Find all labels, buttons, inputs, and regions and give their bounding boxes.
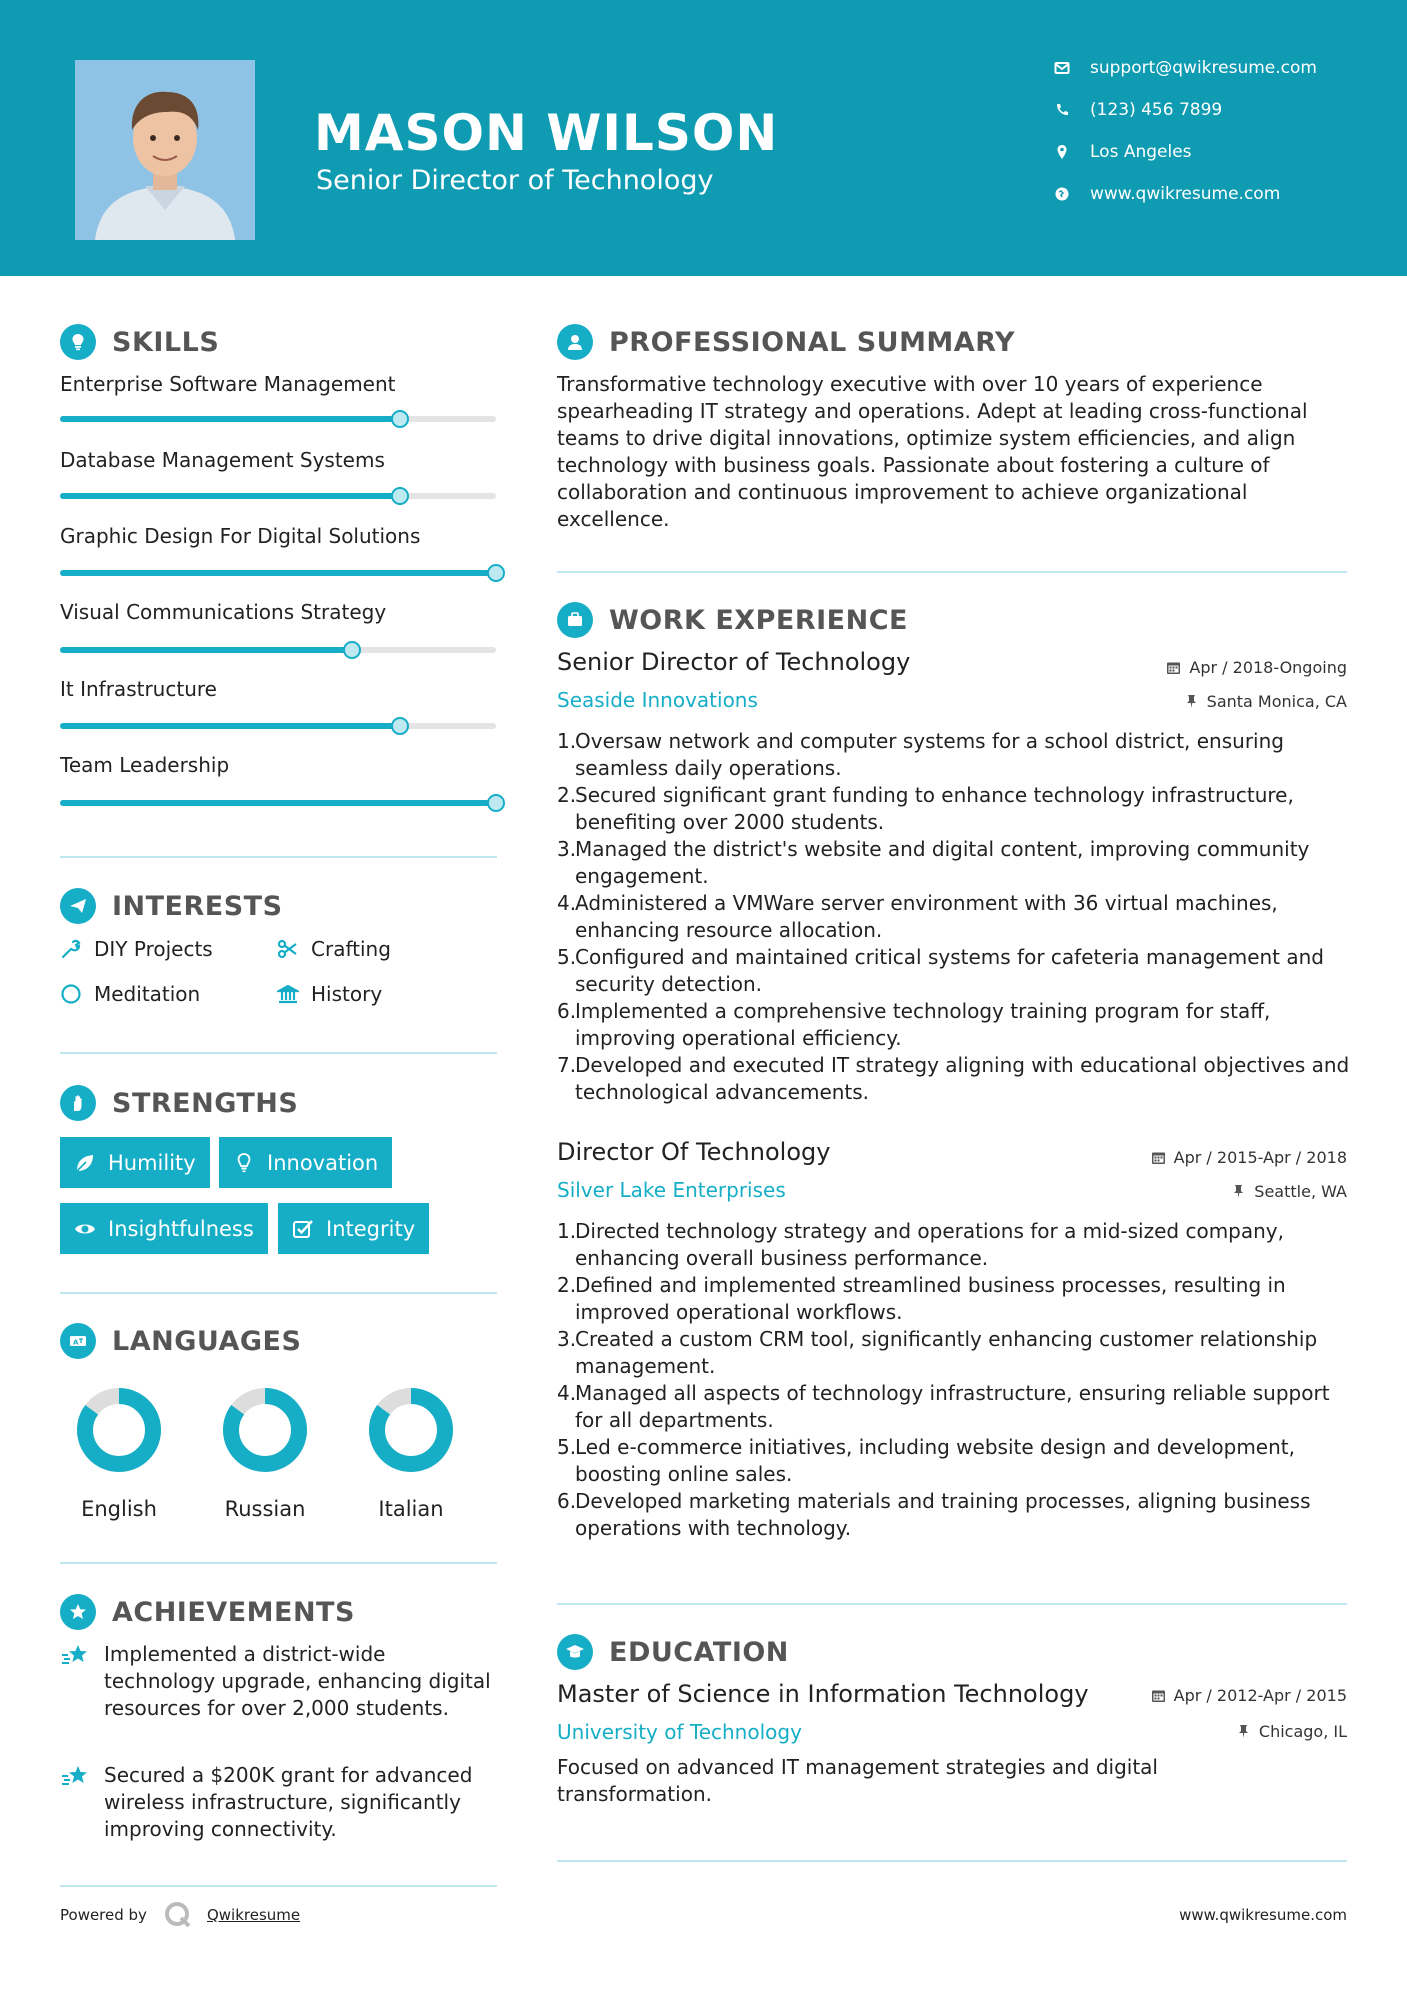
education-section-heading (557, 1634, 789, 1670)
interest-item (277, 937, 391, 961)
job-dates-text: Apr / 2018-Ongoing (1189, 658, 1347, 677)
section-divider (60, 1292, 497, 1294)
job-duties-list (557, 728, 1357, 1106)
skill-bar-knob (391, 410, 409, 428)
skill-label: Enterprise Software Management (60, 372, 396, 396)
skill-bar-knob (343, 641, 361, 659)
experience-heading: WORK EXPERIENCE (609, 604, 908, 636)
job-dates (1151, 1148, 1347, 1167)
language-item (210, 1385, 320, 1521)
school-name: University of Technology (557, 1720, 802, 1744)
job-duty: Administered a VMWare server environment with 36 virtual machines, enhancing resource allocation. (575, 891, 1278, 942)
skill-label: Database Management Systems (60, 448, 385, 472)
job-title: Director Of Technology (557, 1138, 831, 1166)
hand-icon (60, 1085, 96, 1121)
interest-label: History (311, 982, 383, 1006)
skill-bar-fill (60, 493, 400, 499)
profile-photo (75, 60, 255, 240)
skills-section-heading (60, 324, 219, 360)
briefcase-icon (557, 602, 593, 638)
qwikresume-logo-icon (163, 1900, 193, 1930)
language-donut (74, 1385, 164, 1475)
circle-icon (60, 983, 82, 1005)
contact-email[interactable] (1054, 58, 1317, 78)
skill-bar-fill (60, 570, 496, 576)
phone-icon (1054, 102, 1070, 118)
qwikresume-link[interactable]: Qwikresume (206, 1906, 301, 1924)
strengths-heading: STRENGTHS (112, 1087, 299, 1119)
language-label: Russian (224, 1497, 306, 1521)
svg-text:A: A (73, 1338, 79, 1347)
company-name: Silver Lake Enterprises (557, 1178, 786, 1202)
job-duty: Managed all aspects of technology infrastructure, ensuring reliable support for all departments. (575, 1381, 1330, 1432)
language-label: Italian (378, 1497, 444, 1521)
contact-email-text: support@qwikresume.com (1090, 58, 1317, 78)
user-icon (557, 324, 593, 360)
section-divider (557, 1860, 1347, 1862)
job-location (1184, 692, 1347, 711)
experience-section-heading (557, 602, 908, 638)
skill-bar-knob (391, 717, 409, 735)
section-divider (60, 1562, 497, 1564)
job-title: Senior Director of Technology (557, 648, 911, 676)
job-dates-text: Apr / 2015-Apr / 2018 (1173, 1148, 1347, 1167)
languages-section-heading (60, 1323, 301, 1359)
shooting-star-icon (60, 1764, 90, 1790)
section-divider (557, 1603, 1347, 1605)
strength-label: Insightfulness (108, 1216, 254, 1241)
language-donut (366, 1385, 456, 1475)
skills-heading: SKILLS (112, 326, 220, 358)
skill-bar (60, 800, 496, 806)
job-duty: Directed technology strategy and operations for a mid-sized company, enhancing overall business performance. (575, 1219, 1285, 1270)
job-location-text: Seattle, WA (1254, 1182, 1347, 1201)
strengths-section-heading (60, 1085, 298, 1121)
degree-title: Master of Science in Information Technology (557, 1680, 1089, 1708)
interest-item (60, 937, 213, 961)
globe-icon (1054, 186, 1070, 202)
shooting-star-icon (60, 1643, 90, 1669)
section-divider (60, 856, 497, 858)
job-duty: Led e-commerce initiatives, including website design and development, boosting online sales. (575, 1435, 1295, 1486)
achievement-text: Implemented a district-wide technology upgrade, enhancing digital resources for over 2,000 students. (104, 1642, 491, 1720)
job-duty: Managed the district's website and digital content, improving community engagement. (575, 837, 1310, 888)
interest-label: Crafting (311, 937, 391, 961)
achievement-item (60, 1641, 500, 1722)
envelope-icon (1054, 60, 1070, 76)
resume-header (0, 0, 1407, 276)
contact-phone[interactable] (1054, 100, 1222, 120)
leaf-icon (74, 1152, 96, 1174)
language-item (356, 1385, 466, 1521)
paper-plane-icon (60, 888, 96, 924)
scissors-icon (277, 938, 299, 960)
language-icon (60, 1323, 96, 1359)
strength-tag (219, 1137, 392, 1188)
education-location-text: Chicago, IL (1258, 1722, 1347, 1741)
job-duty: Created a custom CRM tool, significantly enhancing customer relationship management. (575, 1327, 1318, 1378)
languages-heading: LANGUAGES (112, 1325, 302, 1357)
job-duty: Developed and executed IT strategy aligning with educational objectives and technological advancements. (575, 1053, 1350, 1104)
skill-bar (60, 723, 496, 729)
pushpin-icon (1236, 1724, 1251, 1739)
skill-bar-fill (60, 647, 352, 653)
eye-icon (74, 1218, 96, 1240)
job-duty: Developed marketing materials and training processes, aligning business operations with technology. (575, 1489, 1311, 1540)
job-duty: Implemented a comprehensive technology training program for staff, improving operational efficiency. (575, 999, 1271, 1050)
interest-label: DIY Projects (94, 937, 213, 961)
achievements-section-heading (60, 1594, 355, 1630)
section-divider (60, 1052, 497, 1054)
skill-bar (60, 416, 496, 422)
interest-item (277, 982, 382, 1006)
education-description: Focused on advanced IT management strategies and digital transformation. (557, 1755, 1158, 1806)
skill-bar-knob (391, 487, 409, 505)
skill-bar-fill (60, 416, 400, 422)
strength-tag (278, 1203, 429, 1254)
job-duties-list (557, 1218, 1357, 1542)
education-dates (1151, 1686, 1347, 1705)
section-divider (557, 571, 1347, 573)
company-name: Seaside Innovations (557, 688, 758, 712)
job-location (1231, 1182, 1347, 1201)
skill-label: Visual Communications Strategy (60, 600, 387, 624)
contact-location-text: Los Angeles (1090, 142, 1192, 162)
strength-label: Innovation (267, 1150, 379, 1175)
skill-bar-fill (60, 723, 400, 729)
footer-url[interactable]: www.qwikresume.com (1179, 1906, 1347, 1924)
summary-heading: PROFESSIONAL SUMMARY (609, 326, 1016, 358)
contact-website-text: www.qwikresume.com (1090, 184, 1281, 204)
skill-label: Graphic Design For Digital Solutions (60, 524, 421, 548)
interests-section-heading (60, 888, 283, 924)
job-duty: Secured significant grant funding to enhance technology infrastructure, benefiting over 2000 students. (575, 783, 1294, 834)
strength-label: Integrity (326, 1216, 416, 1241)
skill-label: It Infrastructure (60, 677, 217, 701)
education-heading: EDUCATION (609, 1636, 789, 1668)
summary-section-heading (557, 324, 1015, 360)
job-duty: Oversaw network and computer systems for a school district, ensuring seamless daily operations. (575, 729, 1284, 780)
skill-label: Team Leadership (60, 753, 230, 777)
language-item (64, 1385, 174, 1521)
skill-bar (60, 493, 496, 499)
language-label: English (81, 1497, 157, 1521)
candidate-title: Senior Director of Technology (316, 165, 714, 196)
achievements-heading: ACHIEVEMENTS (112, 1596, 355, 1628)
job-duty: Configured and maintained critical systems for cafeteria management and security detection. (575, 945, 1325, 996)
contact-website[interactable] (1054, 184, 1280, 204)
interest-item (60, 982, 200, 1006)
pushpin-icon (1184, 694, 1199, 709)
strength-label: Humility (108, 1150, 196, 1175)
skill-bar (60, 570, 496, 576)
lightbulb-icon (60, 324, 96, 360)
star-badge-icon (60, 1594, 96, 1630)
footer-powered-by (60, 1900, 300, 1930)
calendar-icon (1166, 660, 1181, 675)
skill-bar-knob (487, 564, 505, 582)
lightbulb-icon (233, 1152, 255, 1174)
summary-text: Transformative technology executive with over 10 years of experience spearheading IT strategy and operations. Adept at leading cross-functional teams to drive digital innovations, optimize system efficiencies, and align technology with business goals. Passionate about fostering a culture of collaboration and continuous improvement to achieve organizational excellence. (557, 372, 1308, 531)
contact-phone-text: (123) 456 7899 (1090, 100, 1223, 120)
interest-label: Meditation (94, 982, 201, 1006)
strength-tag (60, 1137, 210, 1188)
education-dates-text: Apr / 2012-Apr / 2015 (1173, 1686, 1347, 1705)
candidate-name: MASON WILSON (314, 104, 779, 162)
job-dates (1166, 658, 1347, 677)
graduate-icon (557, 1634, 593, 1670)
language-donut (220, 1385, 310, 1475)
strength-tag (60, 1203, 268, 1254)
pushpin-icon (1231, 1184, 1246, 1199)
skill-bar-knob (487, 794, 505, 812)
map-marker-icon (1054, 144, 1070, 160)
skill-bar-fill (60, 800, 496, 806)
education-location (1236, 1722, 1347, 1741)
interests-heading: INTERESTS (112, 890, 283, 922)
job-location-text: Santa Monica, CA (1206, 692, 1347, 711)
job-duty: Defined and implemented streamlined business processes, resulting in improved operational workflows. (575, 1273, 1286, 1324)
skill-bar (60, 647, 496, 653)
calendar-icon (1151, 1688, 1166, 1703)
check-square-icon (292, 1218, 314, 1240)
calendar-icon (1151, 1150, 1166, 1165)
achievement-item (60, 1762, 500, 1843)
wrench-icon (60, 938, 82, 960)
bank-icon (277, 983, 299, 1005)
section-divider (60, 1885, 497, 1887)
achievement-text: Secured a $200K grant for advanced wireless infrastructure, significantly improving connectivity. (104, 1763, 473, 1841)
contact-location (1054, 142, 1192, 162)
powered-by-text: Powered by (60, 1906, 147, 1924)
